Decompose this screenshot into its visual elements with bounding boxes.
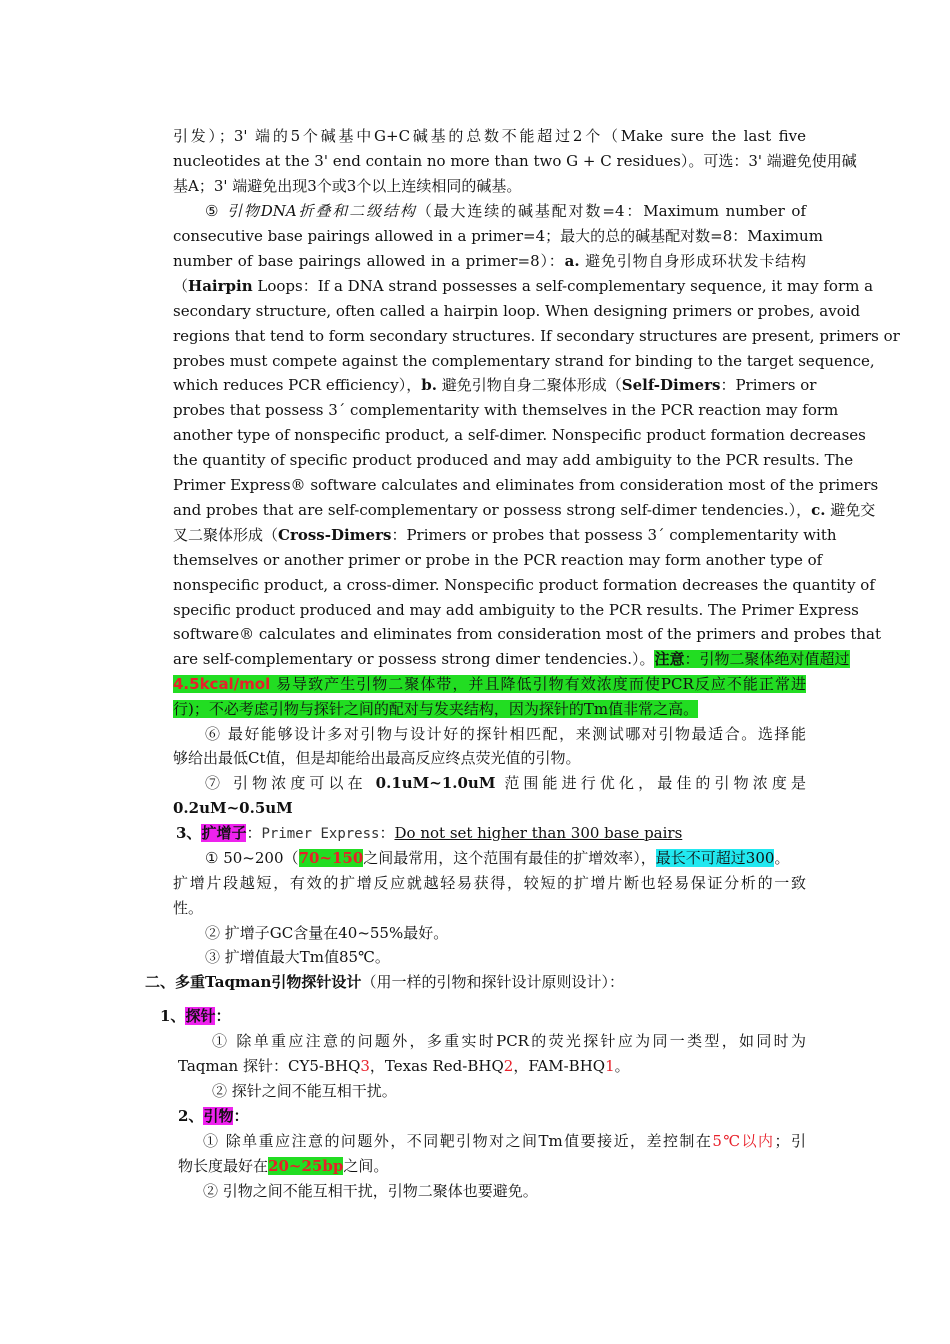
text-line	[173, 647, 850, 672]
text-run: （用一样的引物和探针设计原则设计）：	[361, 973, 624, 991]
text-run: secondary structure, often called a hairpin loop. When designing primers or probes, avoid	[173, 302, 861, 320]
text-run: ② 引物之间不能互相干扰，引物二聚体也要避免。	[203, 1182, 538, 1200]
text-run: Primer Express	[261, 826, 380, 842]
text-line	[173, 746, 806, 771]
text-line	[173, 349, 875, 374]
text-line	[173, 672, 806, 697]
text-run: 0.1uM~1.0uM	[375, 774, 496, 792]
text-run: 20~25bp	[268, 1157, 344, 1175]
text-run: 基A；3' 端避免出现3个或3个以上连续相同的碱基。	[173, 177, 522, 195]
text-line	[205, 199, 806, 224]
text-line	[173, 871, 806, 896]
text-run: nonspecific product, a cross-dimer. Nonspecific product formation decreases the quantity of	[173, 576, 875, 594]
text-run: 4.5kcal/mol	[173, 675, 271, 693]
text-run: nucleotides at the 3' end contain no more than two G + C residues）。可选：3' 端避免使用碱	[173, 152, 857, 170]
text-run: probes must compete against the complementary strand for binding to the target sequence,	[173, 352, 875, 370]
text-run: 扩增片段越短，有效的扩增反应就越轻易获得，较短的扩增片断也轻易保证分析的一致	[173, 874, 806, 892]
text-run: 3	[360, 1057, 370, 1075]
text-run: 2	[503, 1057, 514, 1075]
text-line	[173, 548, 823, 573]
text-run: themselves or another primer or probe in the PCR reaction may form another type of	[173, 551, 823, 569]
text-run: Hairpin	[188, 277, 253, 295]
text-run: 物长度最好在	[178, 1157, 269, 1175]
text-line	[173, 124, 806, 149]
text-run: 行)；不必考虑引物与探针之间的配对与发夹结构，因为探针的Tm值非常之高。	[173, 700, 699, 718]
text-run: 够给出最低Ct值，但是却能给出最高反应终点荧光值的引物。	[173, 749, 581, 767]
text-run: the quantity of specific product produced and may add ambiguity to the PCR results. The	[173, 451, 854, 469]
text-line	[173, 324, 900, 349]
text-line	[173, 598, 859, 623]
text-line	[203, 1129, 806, 1154]
text-line	[173, 622, 881, 647]
text-run: 。	[614, 1057, 630, 1075]
text-line	[212, 1029, 806, 1054]
text-run: ，Texas Red-BHQ	[369, 1057, 504, 1075]
text-line	[173, 224, 823, 249]
text-run: 5℃以内	[712, 1132, 775, 1150]
text-run: which reduces PCR efficiency），	[173, 376, 422, 394]
text-run: Cross-Dimers	[278, 526, 392, 544]
text-line	[173, 573, 875, 598]
text-run: Taqman 探针：CY5-BHQ	[178, 1057, 361, 1075]
text-run: 性。	[173, 899, 204, 917]
text-run: 避免引物自身形成环状发卡结构	[579, 252, 806, 270]
text-run: 范围能进行优化，最佳的引物浓度是	[495, 774, 806, 792]
text-run: probes that possess 3´ complementarity with themselves in the PCR reaction may form	[173, 401, 839, 419]
text-line	[173, 149, 857, 174]
text-line	[205, 945, 806, 970]
text-line	[173, 274, 874, 299]
text-run: ：Primers or	[720, 376, 817, 394]
text-run: specific product produced and may add ambiguity to the PCR results. The Primer Express	[173, 601, 859, 619]
subsection-heading	[160, 1004, 806, 1029]
section-heading	[145, 970, 806, 995]
text-run: ；引	[774, 1132, 806, 1150]
text-run: ② 探针之间不能互相干扰。	[212, 1082, 397, 1100]
text-run: and probes that are self-complementary or possess strong self-dimer tendencies.），	[173, 501, 812, 519]
text-line	[173, 697, 806, 722]
text-line	[173, 174, 806, 199]
text-line	[178, 1054, 806, 1079]
text-run: （最大连续的碱基配对数=4：Maximum number of	[416, 202, 807, 220]
text-line	[205, 771, 806, 796]
text-run: another type of nonspecific product, a self-dimer. Nonspecific product formation decreases	[173, 426, 866, 444]
text-line	[173, 398, 839, 423]
text-run: ② 扩增子GC含量在40~55%最好。	[205, 924, 449, 942]
text-run: ③ 扩增值最大Tm值85℃。	[205, 948, 390, 966]
text-run: Do not set higher than 300 base pairs	[394, 824, 683, 842]
text-run: 二、多重Taqman引物探针设计	[145, 973, 362, 991]
text-run: ：引物二聚体绝对值超过	[684, 650, 850, 668]
text-run: consecutive base pairings allowed in a primer=4；最大的总的碱基配对数=8：Maximum	[173, 227, 823, 245]
text-run: are self-complementary or possess strong dimer tendencies.）。	[173, 650, 655, 668]
text-run: ① 50~200（	[205, 849, 299, 867]
text-run: ：	[215, 1007, 231, 1025]
text-run: 引发）；3' 端的5个碱基中G+C碱基的总数不能超过2个（Make sure the last five	[173, 127, 806, 145]
text-run: ① 除单重应注意的问题外，不同靶引物对之间Tm值要接近，差控制在	[203, 1132, 713, 1150]
text-run: number of base pairings allowed in a primer=8）：	[173, 252, 565, 270]
text-run: 。	[774, 849, 790, 867]
text-line	[178, 1154, 806, 1179]
text-line	[173, 423, 866, 448]
text-run: ，FAM-BHQ	[513, 1057, 606, 1075]
text-line	[212, 1079, 806, 1104]
text-run: 引物DNA折叠和二级结构	[226, 202, 417, 220]
text-line	[176, 821, 806, 846]
text-run: 探针	[185, 1007, 216, 1025]
text-run: a.	[564, 252, 580, 270]
text-line	[173, 373, 817, 398]
text-line	[205, 921, 806, 946]
text-run: 引物	[203, 1107, 234, 1125]
text-run: ① 除单重应注意的问题外，多重实时PCR的荧光探针应为同一类型，如同时为	[212, 1032, 806, 1050]
text-run: 避免引物自身二聚体形成（	[436, 376, 622, 394]
text-line	[173, 896, 806, 921]
text-run: Loops：If a DNA strand possesses a self-complementary sequence, it may form a	[252, 277, 874, 295]
text-run: Primer Express® software calculates and eliminates from consideration most of the primers	[173, 476, 879, 494]
text-run: 最长不可超过300	[655, 849, 775, 867]
text-run: ：	[233, 1107, 249, 1125]
text-line	[173, 299, 861, 324]
text-run: 2、	[178, 1107, 204, 1125]
text-run: 扩增子	[201, 824, 247, 842]
text-run: Self-Dimers	[621, 376, 721, 394]
text-line	[203, 1179, 806, 1204]
text-run: 叉二聚体形成（	[173, 526, 279, 544]
subsection-heading	[178, 1104, 806, 1129]
text-line	[173, 523, 837, 548]
text-run: ⑤	[205, 202, 227, 220]
text-run: 易导致产生引物二聚体带，并且降低引物有效浓度而使PCR反应不能正常进	[270, 675, 806, 693]
text-run: c.	[811, 501, 826, 519]
text-run: ⑦ 引物浓度可以在	[205, 774, 376, 792]
text-run: 注意	[654, 650, 685, 668]
text-run: ：Primers or probes that possess 3´ complementarity with	[391, 526, 837, 544]
text-run: 3、	[176, 824, 202, 842]
text-line	[173, 473, 879, 498]
text-run: 避免交	[825, 501, 876, 519]
text-line	[205, 722, 806, 747]
text-run: 1	[605, 1057, 615, 1075]
text-line	[205, 846, 806, 871]
text-run: ：	[379, 824, 395, 842]
text-run: 70~150	[298, 849, 364, 867]
text-run: software® calculates and eliminates from consideration most of the primers and probes that	[173, 625, 881, 643]
text-run: 1、	[160, 1007, 186, 1025]
text-run: （	[173, 277, 189, 295]
text-run: 之间最常用，这个范围有最佳的扩增效率），	[363, 849, 656, 867]
text-run: b.	[421, 376, 437, 394]
text-line	[173, 796, 806, 821]
text-line	[173, 448, 854, 473]
text-run: ：	[246, 824, 262, 842]
text-run: 0.2uM~0.5uM	[173, 799, 293, 817]
text-run: 之间。	[343, 1157, 389, 1175]
text-line	[173, 249, 806, 274]
text-run: regions that tend to form secondary structures. If secondary structures are present, primers or	[173, 327, 900, 345]
text-run: ⑥ 最好能够设计多对引物与设计好的探针相匹配，来测试哪对引物最适合。选择能	[205, 725, 806, 743]
text-line	[173, 498, 876, 523]
